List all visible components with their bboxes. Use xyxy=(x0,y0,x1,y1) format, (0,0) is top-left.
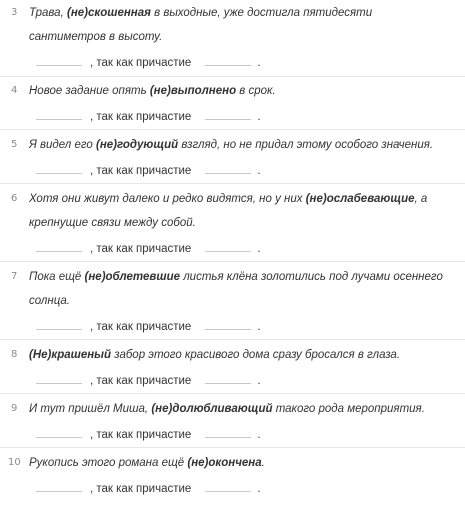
divider xyxy=(0,76,465,77)
answer-row: , так как причастие . xyxy=(36,372,261,386)
answer-blank[interactable] xyxy=(36,240,82,252)
item-number: 9 xyxy=(11,403,18,414)
answer-blank[interactable] xyxy=(36,372,82,384)
target-word: (не)облетевшие xyxy=(84,271,180,283)
answer-blank[interactable] xyxy=(36,318,82,330)
answer-row: , так как причастие . xyxy=(36,426,261,440)
divider xyxy=(0,183,465,184)
item-number: 5 xyxy=(11,139,18,150)
item-number: 6 xyxy=(11,193,18,204)
reason-blank[interactable] xyxy=(205,240,251,252)
target-word: (не)ослабевающие xyxy=(305,193,415,205)
divider xyxy=(0,447,465,448)
reason-blank[interactable] xyxy=(205,162,251,174)
reason-blank[interactable] xyxy=(205,318,251,330)
reason-blank[interactable] xyxy=(205,372,251,384)
sentence-line: И тут пришёл Миша, (не)долюбливающий такого рода мероприятия. xyxy=(29,403,425,415)
sentence-line: крепнущие связи между собой. xyxy=(29,217,196,229)
sentence-line: солнца. xyxy=(29,295,71,307)
item-number: 4 xyxy=(11,85,18,96)
answer-row: , так как причастие . xyxy=(36,240,261,254)
answer-blank[interactable] xyxy=(36,162,82,174)
answer-row: , так как причастие . xyxy=(36,480,261,494)
connector-text: , так как причастие xyxy=(90,165,192,177)
answer-blank[interactable] xyxy=(36,480,82,492)
sentence-line: (Не)крашеный забор этого красивого дома сразу бросался в глаза. xyxy=(29,349,401,361)
reason-blank[interactable] xyxy=(205,426,251,438)
answer-blank[interactable] xyxy=(36,108,82,120)
divider xyxy=(0,393,465,394)
sentence-line: Рукопись этого романа ещё (не)окончена. xyxy=(29,457,265,469)
sentence-line: Хотя они живут далеко и редко видятся, но у них (не)ослабевающие, а xyxy=(29,193,428,205)
divider xyxy=(0,129,465,130)
answer-row: , так как причастие . xyxy=(36,54,261,68)
divider xyxy=(0,339,465,340)
item-number: 8 xyxy=(11,349,18,360)
reason-blank[interactable] xyxy=(205,108,251,120)
item-number: 10 xyxy=(8,457,21,468)
answer-row: , так как причастие . xyxy=(36,318,261,332)
sentence-line: Пока ещё (не)облетевшие листья клёна золотились под лучами осеннего xyxy=(29,271,443,283)
answer-row: , так как причастие . xyxy=(36,108,261,122)
connector-text: , так как причастие xyxy=(90,111,192,123)
divider xyxy=(0,261,465,262)
sentence-line: Трава, (не)скошенная в выходные, уже достигла пятидесяти xyxy=(29,7,373,19)
target-word: (не)выполнено xyxy=(149,85,237,97)
item-number: 7 xyxy=(11,271,18,282)
connector-text: , так как причастие xyxy=(90,429,192,441)
reason-blank[interactable] xyxy=(205,54,251,66)
answer-blank[interactable] xyxy=(36,426,82,438)
target-word: (не)годующий xyxy=(96,139,179,151)
connector-text: , так как причастие xyxy=(90,483,192,495)
item-number: 3 xyxy=(11,7,18,18)
target-word: (не)долюбливающий xyxy=(151,403,273,415)
target-word: (не)окончена xyxy=(187,457,262,469)
sentence-line: Новое задание опять (не)выполнено в срок. xyxy=(29,85,276,97)
connector-text: , так как причастие xyxy=(90,321,192,333)
sentence-line: Я видел его (не)годующий взгляд, но не придал этому особого значения. xyxy=(29,139,434,151)
connector-text: , так как причастие xyxy=(90,57,192,69)
sentence-line: сантиметров в высоту. xyxy=(29,31,163,43)
connector-text: , так как причастие xyxy=(90,243,192,255)
answer-blank[interactable] xyxy=(36,54,82,66)
reason-blank[interactable] xyxy=(205,480,251,492)
answer-row: , так как причастие . xyxy=(36,162,261,176)
target-word: (Не)крашеный xyxy=(29,349,112,361)
connector-text: , так как причастие xyxy=(90,375,192,387)
target-word: (не)скошенная xyxy=(66,7,151,19)
